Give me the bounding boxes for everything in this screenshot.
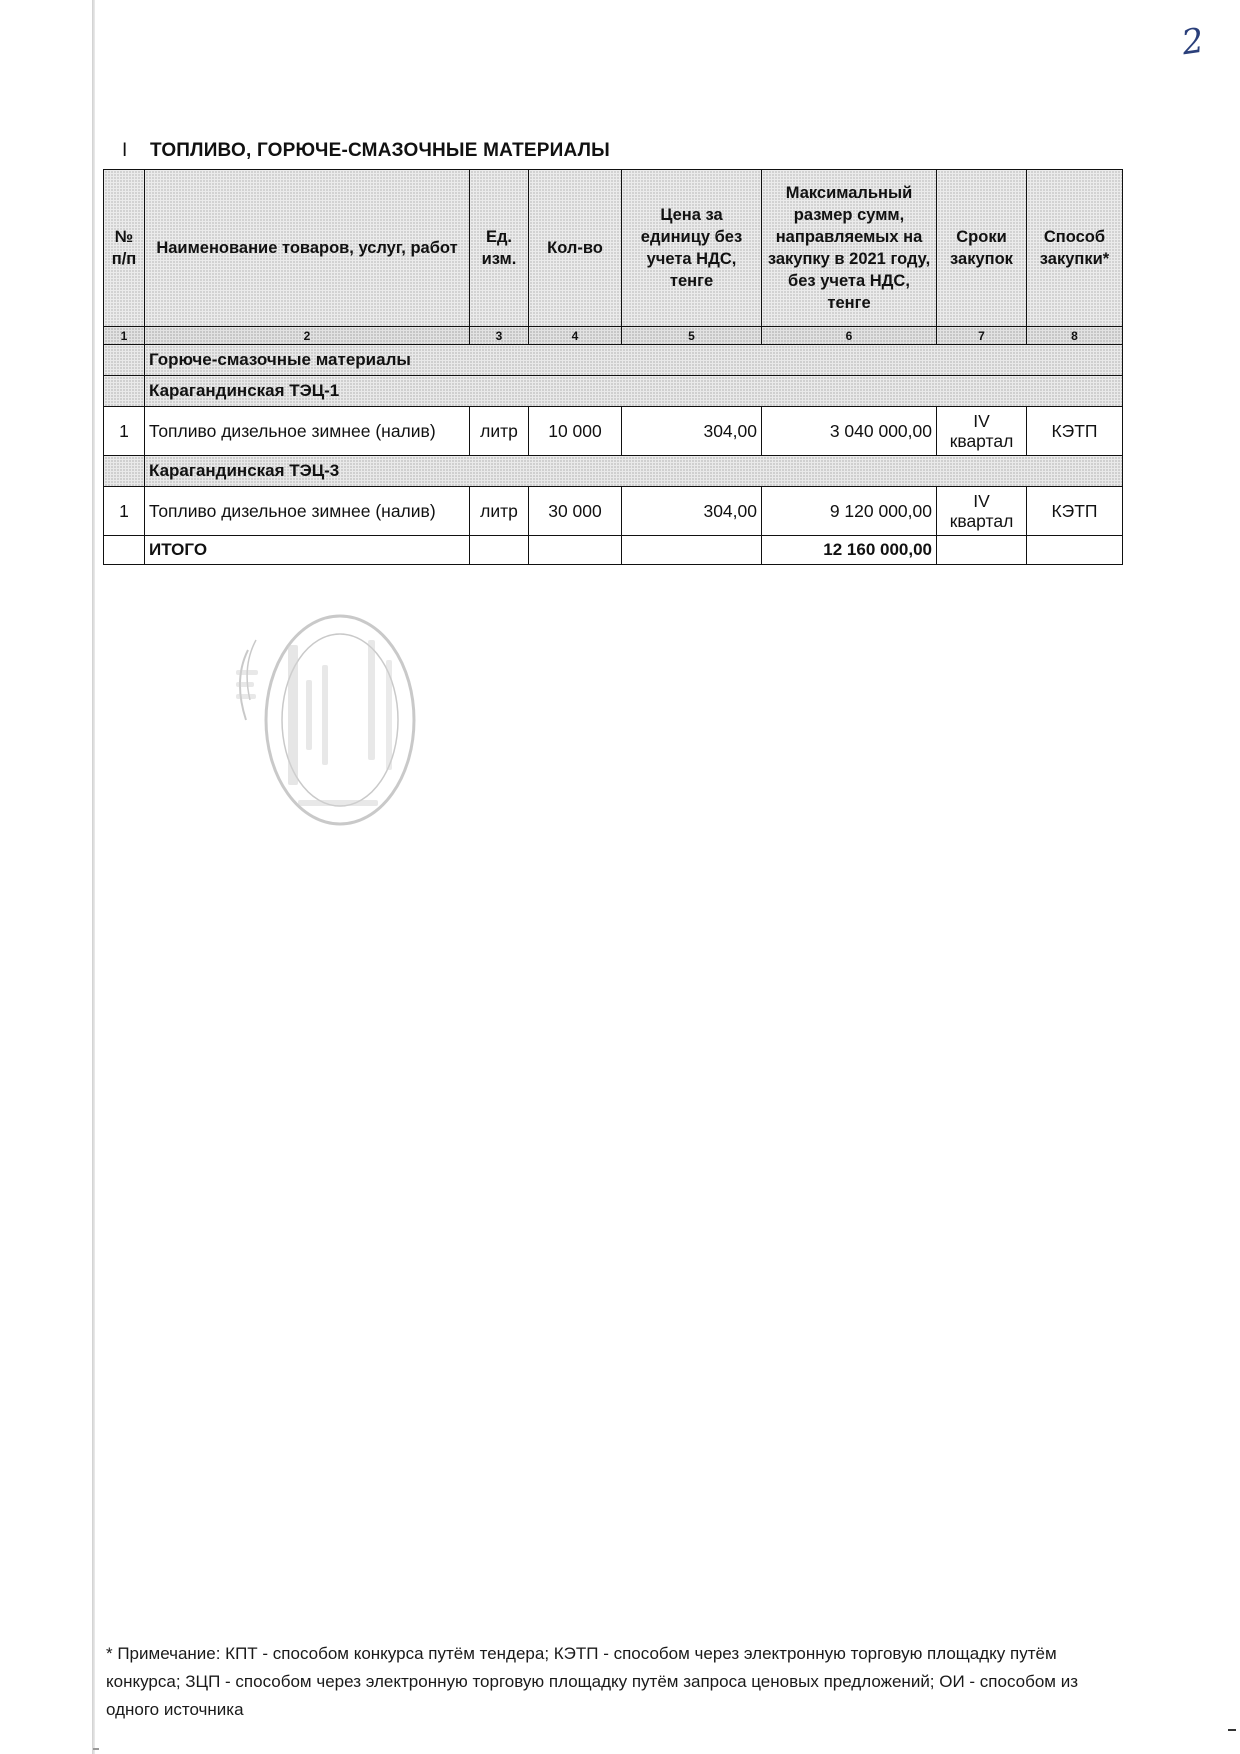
section-number: I — [122, 140, 128, 161]
category-row — [104, 345, 1123, 376]
item-amount: 3 040 000,00 — [762, 407, 937, 456]
item-term — [937, 407, 1027, 456]
table-row — [104, 407, 1123, 456]
item-method: КЭТП — [1027, 487, 1123, 536]
procurement-table — [103, 169, 1123, 565]
header-no: № п/п — [104, 170, 145, 327]
item-term-line2: квартал — [949, 431, 1014, 451]
table-row — [104, 487, 1123, 536]
group-row — [104, 456, 1123, 487]
total-blank-cell — [470, 536, 529, 565]
column-number: 4 — [529, 327, 622, 345]
item-name: Топливо дизельное зимнее (налив) — [145, 487, 470, 536]
item-no: 1 — [104, 407, 145, 456]
item-term-line2: квартал — [949, 511, 1014, 531]
footnote: * Примечание: КПТ - способом конкурса путём тендера; КЭТП - способом через электронную торговую площадку путём конкурса; ЗЦП - способом через электронную торговую площадку путём запроса ценовых предложений; ОИ - способом из одного источника — [106, 1644, 1079, 1719]
scan-corner-mark — [1228, 1729, 1236, 1731]
header-price: Цена за единицу без учета НДС, тенге — [622, 170, 762, 327]
header-row — [104, 170, 1123, 327]
item-qty: 30 000 — [529, 487, 622, 536]
scan-edge-shadow — [92, 0, 95, 1754]
item-term-line1: IV — [973, 411, 990, 431]
item-unit: литр — [470, 407, 529, 456]
group-blank-cell — [104, 456, 145, 487]
group-row — [104, 376, 1123, 407]
header-name: Наименование товаров, услуг, работ — [145, 170, 470, 327]
header-method: Способ закупки* — [1027, 170, 1123, 327]
total-blank-cell — [104, 536, 145, 565]
total-blank-cell — [937, 536, 1027, 565]
total-amount: 12 160 000,00 — [762, 536, 937, 565]
item-amount: 9 120 000,00 — [762, 487, 937, 536]
column-number: 5 — [622, 327, 762, 345]
header-max-amount: Максимальный размер сумм, направляемых на закупку в 2021 году, без учета НДС, тенге — [762, 170, 937, 327]
column-number: 7 — [937, 327, 1027, 345]
total-blank-cell — [1027, 536, 1123, 565]
header-qty: Кол-во — [529, 170, 622, 327]
category-title: Горюче-смазочные материалы — [145, 345, 1123, 376]
item-unit: литр — [470, 487, 529, 536]
item-price: 304,00 — [622, 407, 762, 456]
column-number: 8 — [1027, 327, 1123, 345]
column-number: 1 — [104, 327, 145, 345]
total-blank-cell — [622, 536, 762, 565]
header-term: Сроки закупок — [937, 170, 1027, 327]
column-number: 2 — [145, 327, 470, 345]
item-price: 304,00 — [622, 487, 762, 536]
item-method: КЭТП — [1027, 407, 1123, 456]
round-seal-stamp-icon — [228, 610, 418, 832]
group-blank-cell — [104, 376, 145, 407]
group-title: Карагандинская ТЭЦ-1 — [145, 376, 1123, 407]
item-term-line1: IV — [973, 491, 990, 511]
total-row — [104, 536, 1123, 565]
handwritten-page-number: 2 — [1179, 20, 1207, 64]
item-name: Топливо дизельное зимнее (налив) — [145, 407, 470, 456]
total-blank-cell — [529, 536, 622, 565]
item-qty: 10 000 — [529, 407, 622, 456]
section-title: ТОПЛИВО, ГОРЮЧЕ-СМАЗОЧНЫЕ МАТЕРИАЛЫ — [150, 140, 610, 161]
column-number-row — [104, 327, 1123, 345]
column-number: 6 — [762, 327, 937, 345]
header-unit: Ед. изм. — [470, 170, 529, 327]
column-number: 3 — [470, 327, 529, 345]
section-heading — [122, 140, 610, 162]
item-term — [937, 487, 1027, 536]
scan-footer-mark — [93, 1748, 99, 1750]
category-blank-cell — [104, 345, 145, 376]
total-label: ИТОГО — [145, 536, 470, 565]
item-no: 1 — [104, 487, 145, 536]
group-title: Карагандинская ТЭЦ-3 — [145, 456, 1123, 487]
